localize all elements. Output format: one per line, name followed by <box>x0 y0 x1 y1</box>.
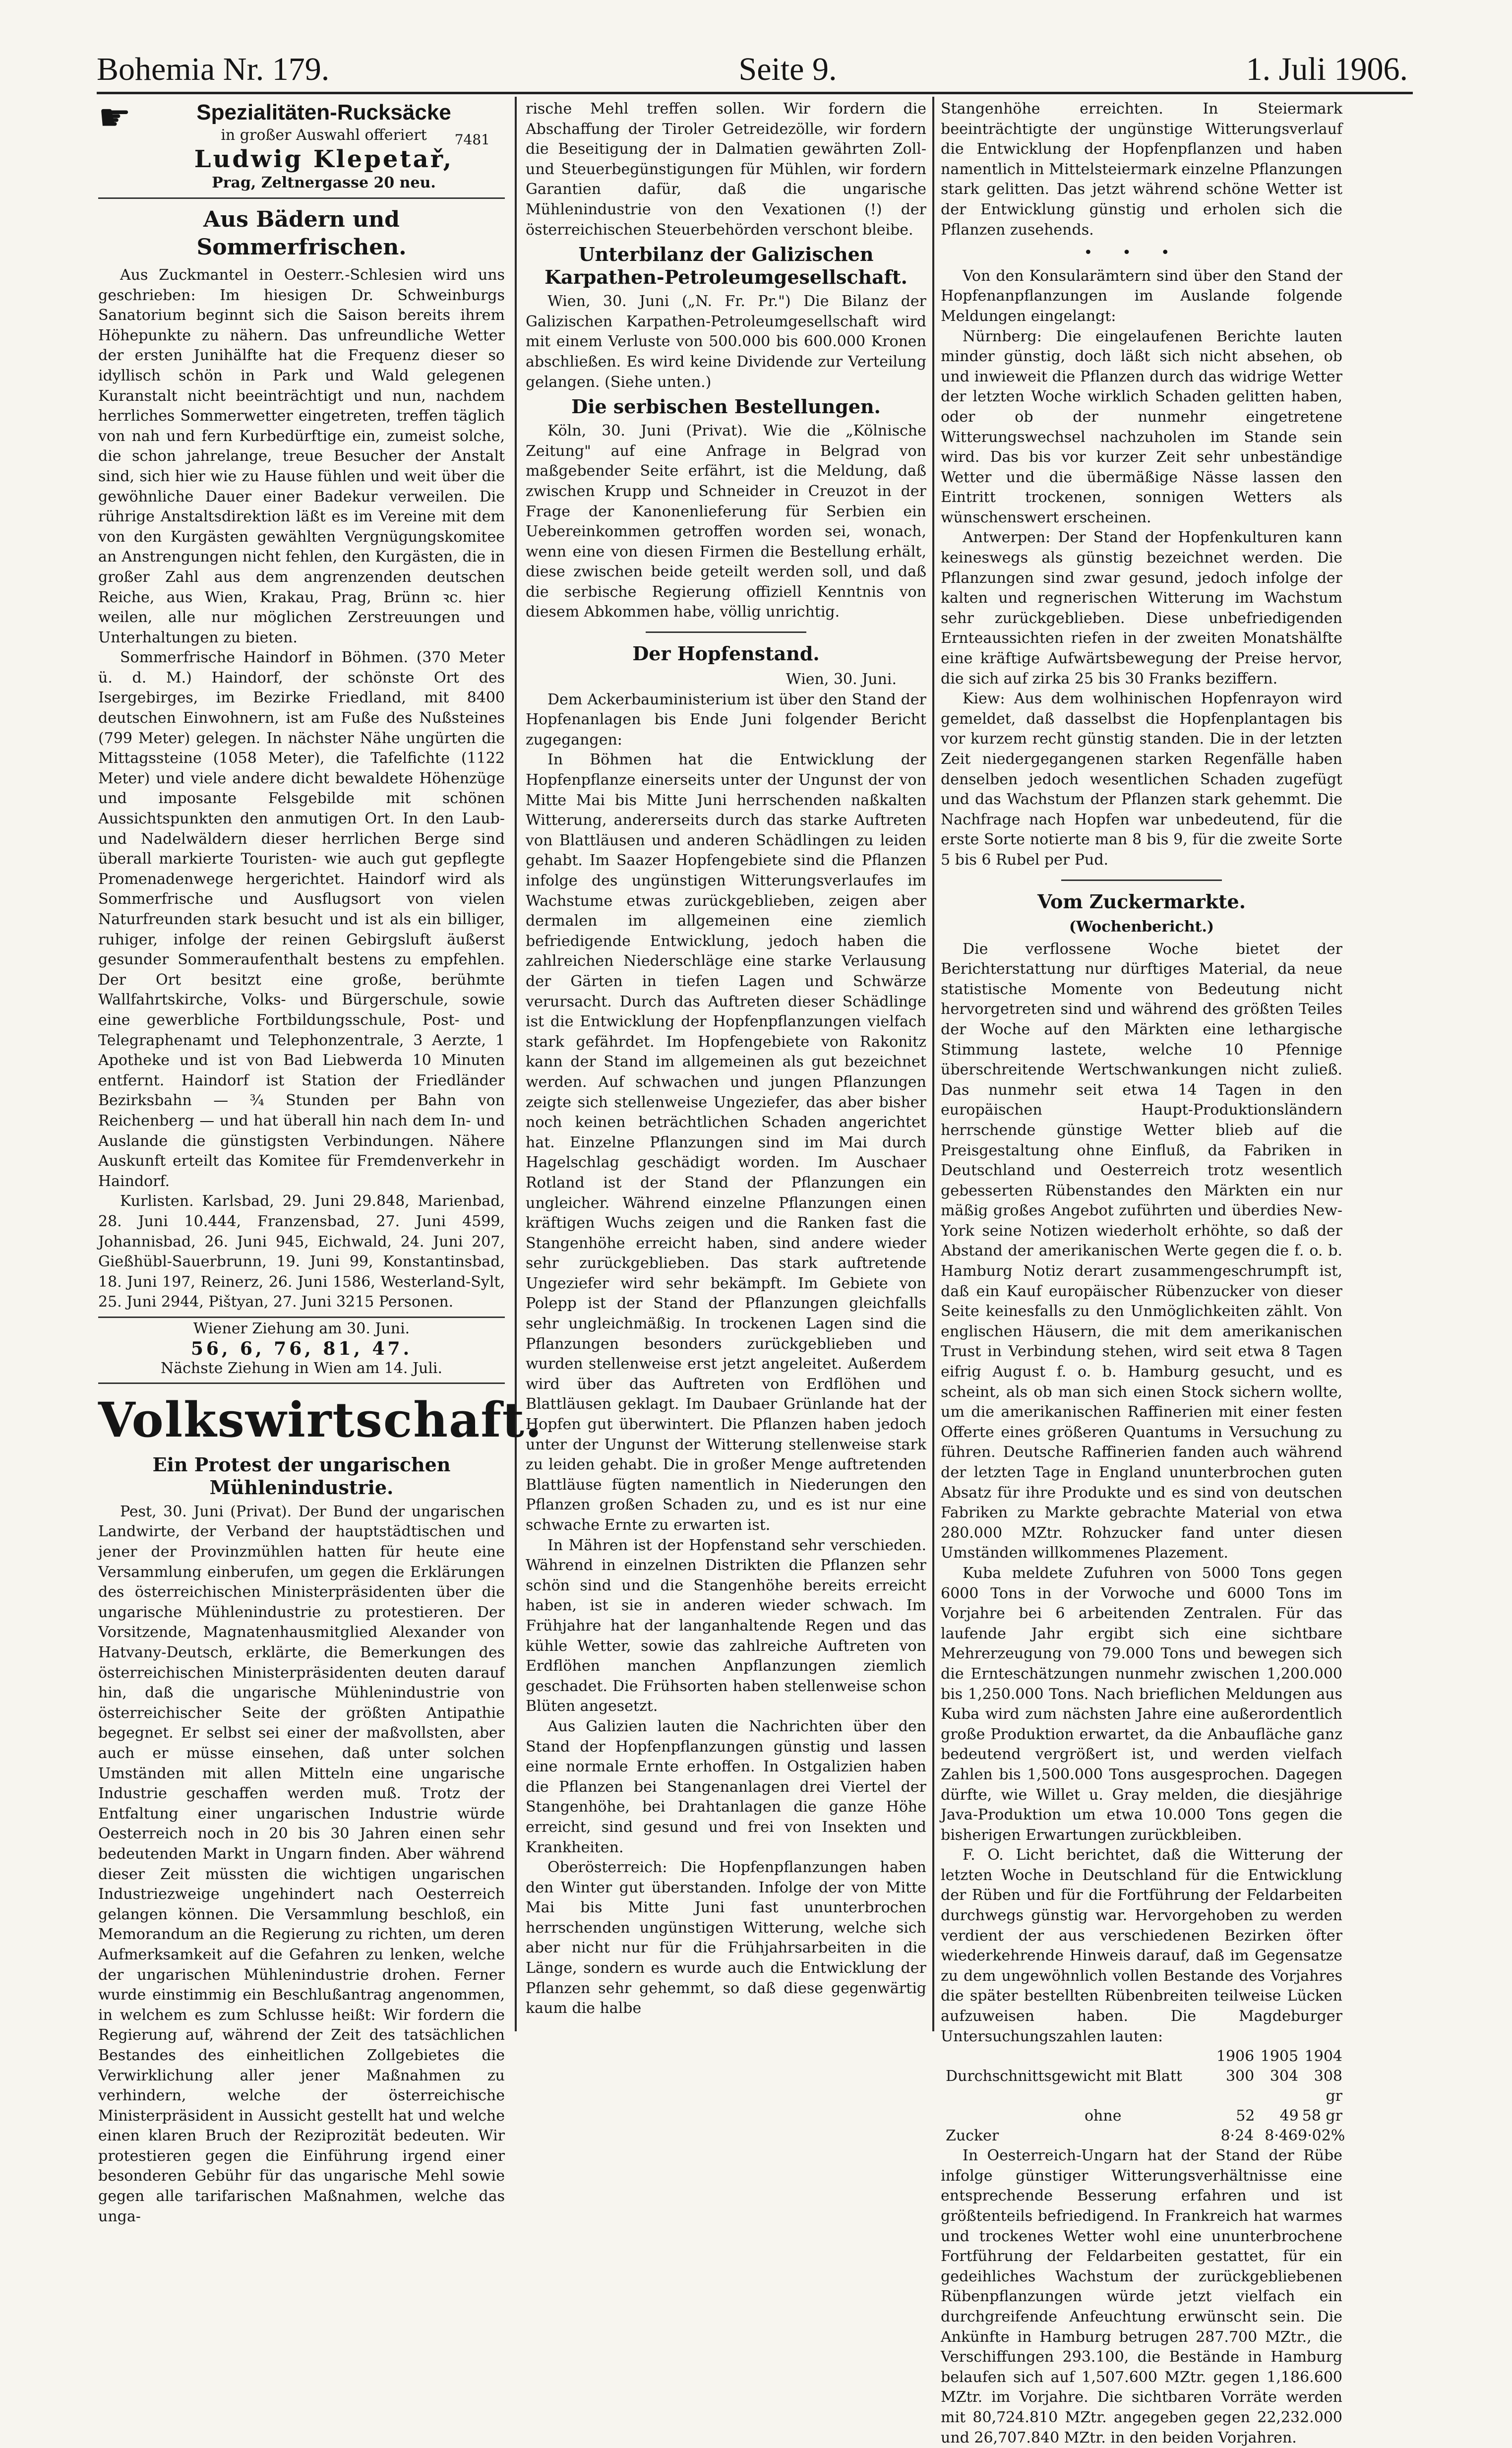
column-divider-2 <box>932 97 934 2031</box>
lottery-title: Wiener Ziehung am 30. Juni. <box>193 1319 410 1337</box>
lottery-box <box>98 1319 505 1379</box>
article-hops-intro: Dem Ackerbauministerium ist über den Stand der Hopfenanlagen bis Ende Juni folgender Bericht zugegangen: <box>526 690 926 749</box>
article-zuckmantel: Aus Zuckmantel in Oesterr.-Schlesien wird uns geschrieben: Im hiesigen Dr. Schweinburgs Sanatorium beginnt sich die Saison bereits ihrem Höhepunkte zu nähern. Das unfreundliche Wetter der ersten Junihälfte hat die Frequenz dieser so idyllisch schön in Park und Wald gelegenen Kuranstalt nicht beeinträchtigt und nun, nachdem herrliches Sommerwetter eingetreten, treffen täglich von nah und fern Kurbedürftige ein, zumeist solche, die schon jahrelange, treue Besucher der Anstalt sind, sich hier wie zu Hause fühlen und weit über die gewöhnliche Dauer einer Badekur verweilen. Die rührige Anstaltsdirektion läßt es im Vereine mit dem von den Kurgästen gewählten Vergnügungskomitee an Anstrengungen nicht fehlen, den Kurgästen, die in großer Zahl aus dem angrenzenden deutschen Reiche, aus Wien, Krakau, Prag, Brünn ꝛc. hier weilen, alle nur möglichen Zerstreuungen und Unterhaltungen zu bieten. <box>98 266 505 646</box>
divider <box>98 197 505 199</box>
ad-address: Prag, Zeltnergasse 20 neu. <box>212 174 436 191</box>
header-page-number: Seite 9. <box>738 51 837 87</box>
sugar-statistics-table <box>946 2047 1345 2146</box>
article-haindorf: Sommerfrische Haindorf in Böhmen. (370 Meter ü. d. M.) Haindorf, der schönste Ort des Isergebirges, im Bezirke Friedland, mit 8400 deutschen Einwohnern, ist am Fuße des Nußsteines (799 Meter) gelegen. In nächster Nähe ungürten die Mittagssteine (1058 Meter), die Tafelfichte (1122 Meter) und viele andere dicht bewaldete Höhenzüge und imposante Felsgebilde mit schönen Aussichtspunkten den anmutigen Ort. In den Laub- und Nadelwäldern dieser herrlichen Berge sind überall markierte Touristen- wie auch gut gepflegte Promenadenwege hergerichtet. Haindorf wird als Sommerfrische und Ausflugsort von vielen Naturfreunden stark besucht und ist als ein billiger, ruhiger, infolge der reinen Gebirgsluft äußerst gesunder Sommeraufenthalt bestens zu empfehlen. Der Ort besitzt eine große, berühmte Wallfahrtskirche, Volks- und Bürgerschule, sowie eine gewerbliche Fortbildungsschule, Post- und Telegraphenamt und Telephonzentrale, 3 Aerzte, 1 Apotheke und ist von Bad Liebwerda 10 Minuten entfernt. Haindorf ist Station der Friedländer Bezirksbahn — ¾ Stunden per Bahn von Reichenberg — und hat überall hin nach dem In- und Auslande die günstigsten Verbindungen. Nähere Auskunft erteilt das Komitee für Fremdenverkehr in Haindorf. <box>98 649 505 1190</box>
lottery-next: Nächste Ziehung in Wien am 14. Juli. <box>160 1359 443 1377</box>
ornament-dots: ••• <box>1084 244 1200 262</box>
table-cell: 58 gr <box>1302 2107 1342 2125</box>
table-cell: 300 <box>1225 2068 1255 2085</box>
section-heading-spas: Aus Bädern und Sommerfrischen. <box>196 207 407 260</box>
article-dateline: Wien, 30. Juni. <box>786 671 897 689</box>
article-hops-antwerp: Antwerpen: Der Stand der Hopfenkulturen kann keineswegs als günstig bezeichnet werden. Die Pflanzungen sind zwar gesund, jedoch infolge der kalten und regnerischen Witterung im Wachstum sehr zurückgeblieben. Diese unbefriedigenden Ernteaussichten riefen in der zweiten Monatshälfte eine kräftige Aufwärtsbewegung der Preise hervor, die sich auf zirka 25 bis 30 Franks beziffern. <box>941 529 1342 688</box>
page-header <box>97 47 1408 92</box>
table-row-label: ohne <box>1085 2107 1122 2125</box>
article-hops-consular: Von den Konsularämtern sind über den Stand der Hopfenanpflanzungen im Auslande folgende Meldungen eingelangt: <box>941 267 1342 325</box>
article-sugar-cuba: Kuba meldete Zufuhren von 5000 Tons gegen 6000 Tons in der Vorwoche und 6000 Tons im Vorjahre bei 6 arbeitenden Zentralen. Für das laufende Jahr ergibt sich eine sichtbare Mehrerzeugung von 79.000 Tons und bewegen sich die Ernteschätzungen nunmehr zwischen 1,200.000 bis 1,250.000 Tons. Nach brieflichen Meldungen aus Kuba wird zum nächsten Jahre eine außerordentlich große Produktion erwartet, da die Anbaufläche ganz bedeutend vergrößert ist, und werden vielfach Zahlen bis 1,500.000 Tons ausgesprochen. Dagegen dürfte, wie Willet u. Gray melden, die diesjährige Java-Produktion um etwa 10.000 Tons gegen die bisherigen Erwartungen zurückbleiben. <box>941 1564 1342 1844</box>
divider <box>646 631 806 633</box>
divider <box>98 1317 505 1318</box>
article-sugar-licht: F. O. Licht berichtet, daß die Witterung der letzten Woche in Deutschland für die Entwicklung der Rüben und für die Fortführung der Feldarbeiten durchwegs günstig war. Hervorgehoben zu werden verdient der aus verschiedenen Bezirken öfter wiederkehrende Hinweis darauf, daß im Gegensatze zu dem ungewöhnlich vollen Bestande des Vorjahres die später bestellten Rübenbreiten teilweise Lücken aufzuweisen haben. Die Magdeburger Untersuchungszahlen lauten: <box>941 1846 1342 2045</box>
article-hops-upper-austria: Oberösterreich: Die Hopfenpflanzungen haben den Winter gut überstanden. Infolge der von Mitte Mai bis Mitte Juni fast ununterbrochen herrschenden ungünstigen Witterung, welche sich aber nicht nur für die Frühjahrsarbeiten in die Länge, sondern es wurde auch die Entwicklung der Pflanzen sehr gehemmt, so daß diese gegenwärtig kaum die halbe <box>526 1859 926 2017</box>
header-issue: Bohemia Nr. 179. <box>97 51 330 87</box>
table-cell: 308 gr <box>1314 2068 1342 2105</box>
section-heading-economy: Volkswirtschaft. <box>98 1391 543 1448</box>
article-kurlisten: Kurlisten. Karlsbad, 29. Juni 29.848, Marienbad, 28. Juni 10.444, Franzensbad, 27. Juni 4599, Johannisbad, 26. Juni 945, Eichwald, 24. Juni 207, Gießhübl-Sauerbrunn, 19. Juni 99, Konstantinsbad, 18. Juni 197, Reinerz, 26. Juni 1586, Westerland-Sylt, 25. Juni 2944, Pištyan, 27. Juni 3215 Personen. <box>98 1193 505 1311</box>
advertisement <box>98 96 505 192</box>
table-header-cell: 1904 <box>1304 2048 1342 2066</box>
column-3 <box>941 99 1345 2447</box>
ad-title: Spezialitäten-Rucksäcke <box>196 100 451 125</box>
article-hops-styria: Stangenhöhe erreichten. In Steiermark beeinträchtigte der ungünstige Witterungsverlauf die Entwicklung der Hopfenpflanzen und haben namentlich in Mittelsteiermark einzelne Pflanzungen stark gelitten. Das jetzt während schöne Wetter ist der Entwicklung günstig und erholen sich die Pflanzen zusehends. <box>941 100 1342 239</box>
header-rule <box>97 92 1413 94</box>
table-row <box>946 2126 1345 2146</box>
table-cell: 8·24 <box>1220 2127 1254 2145</box>
article-hops-nuremberg: Nürnberg: Die eingelaufenen Berichte lauten minder günstig, doch läßt sich nicht absehen, ob und inwieweit die Pflanzen durch das widrige Wetter der letzten Woche wirklich Schaden gelitten haben, oder ob der nunmehr eingetretene Witterungswechsel nachzuholen im Stande sein wird. Das bis vor kurzer Zeit sehr unbeständige Wetter und die übermäßige Nässe lassen den Eintritt trockenen, sonnigen Wetters als wünschenswert erscheinen. <box>941 327 1342 526</box>
article-heading-hops: Der Hopfenstand. <box>632 642 820 665</box>
article-hops-galicia: Aus Galizien lauten die Nachrichten über den Stand der Hopfenpflanzungen günstig und lassen eine normale Ernte erhoffen. In Ostgalizien haben die Pflanzen bei Stangenanlagen drei Viertel der Stangenhöhe, bei Drahtanlagen die ganze Höhe erreicht, sind gesund und frei von Insekten und Krankheiten. <box>526 1717 926 1856</box>
section-subheading-sugar: (Wochenbericht.) <box>1069 918 1214 936</box>
table-header-cell: 1906 <box>1216 2048 1255 2066</box>
article-sugar-austria: In Oesterreich-Ungarn hat der Stand der Rübe infolge günstiger Witterungsverhältnisse eine entsprechende Besserung erfahren und ist größtenteils befriedigend. In Frankreich hat warmes und trockenes Wetter wohl eine ununterbrochene Fortführung der Feldarbeiten gestattet, für ein gedeihliches Wachstum der zurückgebliebenen Rübenpflanzungen würde jetzt vielfach ein durchgreifende Anfeuchtung erwünscht sein. Die Ankünfte in Hamburg betrugen 287.700 MZtr., die Verschiffungen 293.100, die Bestände in Hamburg belaufen sich auf 1,507.600 MZtr. gegen 1,186.600 MZtr. im Vorjahre. Die sichtbaren Vorräte werden mit 80,724.810 MZtr. angegeben gegen 22,232.000 und 26,707.840 MZtr. in den beiden Vorjahren. <box>941 2147 1342 2447</box>
article-petroleum: Wien, 30. Juni („N. Fr. Pr.") Die Bilanz der Galizischen Karpathen-Petroleumgesellschaft wird mit einem Verluste von 500.000 bis 600.000 Kronen abschließen. Es wird keine Dividende zur Verteilung gelangen. (Siehe unten.) <box>526 293 926 391</box>
table-row-label: Durchschnittsgewicht mit Blatt <box>946 2068 1182 2085</box>
table-cell: 49 <box>1279 2107 1299 2125</box>
table-row-label: Zucker <box>946 2127 999 2145</box>
table-cell: 52 <box>1236 2107 1255 2125</box>
table-row <box>946 2106 1342 2126</box>
table-cell: 9·02% <box>1298 2127 1345 2145</box>
article-hops-kiev: Kiew: Aus dem wolhinischen Hopfenrayon wird gemeldet, daß dasselbst die Hopfenplantagen bis vor kurzem recht günstig standen. Die in der letzten Zeit niedergegangenen starken Regenfälle haben denselben jedoch wesentlichen Schaden zugefügt und das Wachstum der Pflanzen stark gehemmt. Die Nachfrage nach Hopfen war unbedeutend, für die erste Sorte notierte man 8 bis 9, für die zweite Sorte 5 bis 6 Rubel per Pud. <box>941 690 1342 869</box>
column-1 <box>98 96 543 2225</box>
table-header-cell: 1905 <box>1260 2048 1299 2066</box>
article-hops-moravia: In Mähren ist der Hopfenstand sehr verschieden. Während in einzelnen Distrikten die Pflanzen sehr schön sind und die Stangenhöhe bereits erreicht haben, ist sie in anderen wieder schwach. Im Frühjahre hat der langanhaltende Regen und das kühle Wetter, sowie das zahlreiche Auftreten von Erdflöhen manchen Anpflanzungen ziemlich geschadet. Die Frühsorten haben stellenweise schon Blüten angesetzt. <box>526 1536 926 1715</box>
article-sugar-1: Die verflossene Woche bietet der Berichterstattung nur dürftiges Material, da neue statistische Momente von Bedeutung nicht hervorgetreten sind und während des größten Teiles der Woche auf den Märkten eine lethargische Stimmung lastete, welche 10 Pfennige überschreitende Wertschwankungen nicht zuließ. Das nunmehr seit etwa 14 Tagen in den europäischen Haupt-Produktionsländern herrschende günstige Wetter blieb auf die Preisgestaltung ohne Einfluß, da Fabriken in Deutschland und Oesterreich trotz wesentlich gebesserten Rübenstandes den Märkten ein nur mäßig großes Angebot zuführten und überdies New-York seine Notizen wiederholt erhöhte, so daß der Abstand der amerikanischen Werte gegen die f. o. b. Hamburg Notiz derart zusammengeschrumpft ist, daß ein Kauf europäischer Rübenzucker von dieser Seite keinesfalls zu den Unmöglichkeiten zählt. Von englischen Häusern, die mit dem amerikanischen Trust in Verbindung stehen, wird seit etwa 8 Tagen eifrig August f. o. b. Hamburg gesucht, und es scheint, als ob man sich einen Stock sichern wollte, um die amerikanischen Raffinerien mit einer festen Offerte eines größeren Quantums in Versuchung zu führen. Deutsche Raffinerien fanden auch während der letzten Tage in England ununterbrochen guten Absatz für ihre Produkte und es sind von deutschen Fabriken zu Markte gebrachte Material von etwa 280.000 MZtr. Rohzucker fand unter diesen Umständen willkommenes Plazement. <box>941 940 1342 1562</box>
article-serbian: Köln, 30. Juni (Privat). Wie die „Kölnische Zeitung" auf eine Anfrage in Belgrad von maßgebender Seite erfährt, ist die Meldung, daß zwischen Krupp und Schneider in Creuzot in der Frage der Kanonenlieferung für Serbien ein Uebereinkommen getroffen worden sei, wonach, wenn eine von diesen Firmen die Bestellung erhält, diese zwischen beide geteilt werden soll, und daß die serbische Regierung offiziell Kenntnis von diesem Abkommen habe, völlig unrichtig. <box>526 422 926 621</box>
column-divider-1 <box>515 97 517 2031</box>
article-protest-continued: rische Mehl treffen sollen. Wir fordern die Abschaffung der Tiroler Getreidezölle, wir fordern die Beseitigung der in Dalmatien gewährten Zoll- und Steuerbegünstigungen für Mühlen, wir fordern Garantien dafür, daß die ungarische Mühlenindustrie von den Vexationen (!) der österreichischen Steuerbehörden verschont bleibe. <box>526 100 926 239</box>
section-heading-sugar: Vom Zuckermarkte. <box>1037 890 1246 913</box>
article-heading-petroleum: Unterbilanz der Galizischen Karpathen-Petroleumgesellschaft. <box>544 243 907 289</box>
article-heading-protest: Ein Protest der ungarischen Mühlenindustrie. <box>152 1453 451 1499</box>
pointing-hand-icon: ☛ <box>98 96 131 139</box>
table-header-row <box>946 2047 1342 2067</box>
column-2 <box>526 99 926 2017</box>
ad-subtitle: in großer Auswahl offeriert <box>221 126 427 144</box>
divider <box>98 1382 505 1384</box>
table-cell: 8·46 <box>1265 2127 1298 2145</box>
article-protest: Pest, 30. Juni (Privat). Der Bund der ungarischen Landwirte, der Verband der hauptstädtischen und jener der Provinzmühlen hatten für heute eine Versammlung einberufen, um gegen die Erklärungen des österreichischen Ministerpräsidenten über die ungarische Mühlenindustrie zu protestieren. Der Vorsitzende, Magnatenhausmitglied Alexander von Hatvany-Deutsch, erklärte, die Bemerkungen des österreichischen Ministerpräsidenten deuten darauf hin, daß die ungarische Mühlenindustrie von österreichischer Seite der größten Antipathie begegnet. Er selbst sei einer der maßvollsten, aber auch er müsse einsehen, daß unter solchen Umständen mit allen Mitteln eine ungarische Industrie geschaffen werden muß. Trotz der Entfaltung einer ungarischen Industrie würde Oesterreich noch in 20 bis 30 Jahren einen sehr bedeutenden Markt in Ungarn finden. Aber während dieser Zeit müssten die wichtigen ungarischen Industriezweige ungehindert nach Oesterreich gelangen können. Die Versammlung beschloß, ein Memorandum an die Regierung zu richten, um deren Aufmerksamkeit auf die Gefahren zu lenken, welche der ungarischen Mühlenindustrie drohen. Ferner wurde einstimmig ein Beschlußantrag angenommen, in welchem es zum Schlusse heißt: Wir fordern die Regierung auf, während der Zeit des tatsächlichen Bestandes des einheitlichen Zollgebietes die Verwirklichung aller jener Maßnahmen zu verhindern, welche der österreichische Ministerpräsident in Aussicht gestellt hat und welche einen klaren Bruch der Reziprozität bedeuten. Wir protestieren gegen die Einführung irgend einer besonderen Gebühr für das ungarische Mehl sowie gegen alle tarifarischen Maßnahmen, welche das unga- <box>98 1503 505 2225</box>
lottery-numbers: 56, 6, 76, 81, 47. <box>190 1338 413 1359</box>
article-hops-bohemia: In Böhmen hat die Entwicklung der Hopfenpflanze einerseits unter der Ungunst der von Mitte Mai bis Mitte Juni herrschenden naßkalten Witterung, andererseits durch das starke Auftreten von Blattläusen und anderen Schädlingen zu leiden gehabt. Im Saazer Hopfengebiete sind die Pflanzen infolge des ungünstigen Witterungsverlaufes im Wachstume etwas zurückgeblieben, zeigen aber dermalen im allgemeinen eine ziemlich befriedigende Entwicklung, jedoch haben die zahlreichen Niederschläge eine starke Verlausung der Gärten in tiefen Lagen und Schwärze verursacht. Durch das Auftreten dieser Schädlinge ist die Entwicklung der Hopfenpflanzungen vielfach stark gefährdet. Im Hopfengebiete von Rakonitz kann der Stand im allgemeinen als gut bezeichnet werden. Auf schwachen und jungen Pflanzungen zeigte sich stellenweise Ungeziefer, das aber bisher noch keinen beträchtlichen Schaden angerichtet hat. Einzelne Pflanzungen sind im Mai durch Hagelschlag geschädigt worden. Im Auschaer Rotland ist der Stand der Pflanzungen ein ungleicher. Während einzelne Pflanzungen einen kräftigen Wuchs zeigen und die Ranken fast die Stangenhöhe erreicht haben, sind andere wieder sehr zurückgeblieben. Das stark auftretende Ungeziefer wird sehr bekämpft. Im Gebiete von Polepp ist der Stand der Pflanzungen gleichfalls sehr ungleichmäßig. In trockenen Lagen sind die Pflanzungen besonders zurückgeblieben und wurden stellenweise erst jetzt angeleitet. Außerdem wird über das Auftreten von Erdflöhen und Blattläusen geklagt. Im Daubaer Grünlande hat der Hopfen gut überwintert. Die Pflanzen haben jedoch unter der Ungunst der Witterung stellenweise stark zu leiden gehabt. Die in großer Menge auftretenden Blattläuse fügten namentlich in Niederungen den Pflanzen großen Schaden zu, und es ist nur eine schwache Ernte zu erwarten ist. <box>526 751 926 1534</box>
table-row <box>946 2067 1342 2106</box>
ad-number: 7481 <box>454 131 490 148</box>
table-cell: 304 <box>1270 2068 1299 2085</box>
ad-merchant-name: Ludwig Klepetař, <box>194 145 454 173</box>
header-date: 1. Juli 1906. <box>1246 51 1408 87</box>
divider <box>1061 879 1222 881</box>
article-heading-serbian: Die serbischen Bestellungen. <box>571 395 881 418</box>
